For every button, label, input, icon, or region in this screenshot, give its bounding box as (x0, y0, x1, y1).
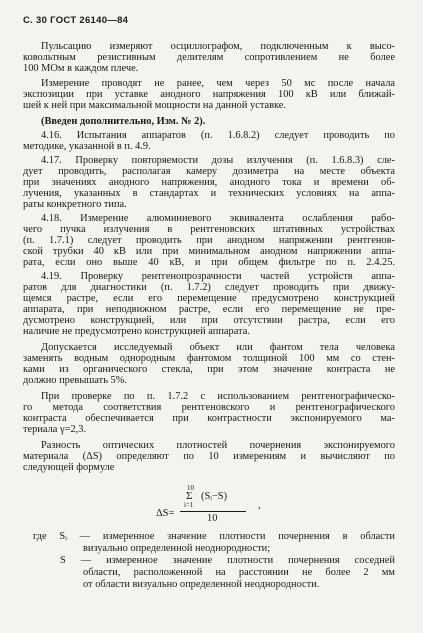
text-line: экспозиции при уставке анодного напряжения 100 кВ или ближай- (23, 89, 395, 100)
text-line: ковольтным резистивным делителям сопротивлением не более (23, 52, 395, 63)
formula-trail: , (258, 500, 261, 511)
definition-line: визуально определенной неоднородности; (83, 543, 271, 554)
text-line: 4.16. Испытания аппаратов (п. 1.6.8.2) следует проводить по (41, 130, 395, 141)
text-line: шей к ней при максимальной мощности на данной уставке. (23, 100, 287, 111)
text-line: 4.18. Измерение алюминиевого эквивалента ослабления рабо- (41, 213, 395, 224)
fraction-bar (180, 511, 246, 512)
page-header: С. 30 ГОСТ 26140—84 (23, 15, 129, 26)
text-line: 4.17. Проверку повторяемости дозы излучения (п. 1.6.8.3) сле- (41, 155, 395, 166)
text-line: 4.19. Проверку рентгенопрозрачности частей устройств аппа- (41, 271, 395, 282)
text-line: контраста обеспечивается при контрастности экспонируемого ма- (23, 413, 395, 424)
text-line: Допускается исследуемый объект или фантом тела человека (41, 342, 395, 353)
text-line: должно превышать 5%. (23, 375, 127, 386)
text-line: раты конкретного типа. (23, 199, 127, 210)
text-line: щемся растре, если его перемещение предусмотрено конструкцией (23, 293, 395, 304)
text-line: методике, указанной в п. 4.9. (23, 141, 151, 152)
text-line: рата, если оно выше 40 кВ, и при общем фильтре по п. 2.4.25. (23, 257, 395, 268)
definition-line: S — измеренное значение плотности почернения соседней (60, 555, 395, 566)
formula-sum-sign: Σ (186, 490, 193, 502)
definition-line: области, расположенной на расстоянии не более 2 мм (83, 567, 395, 578)
text-line: дусмотрено конструкцией, или при отсутствии растра, если его (23, 315, 395, 326)
formula-denominator: 10 (207, 513, 218, 524)
text-line: лучения, указанных в стандартах и технических условиях на аппа- (23, 188, 395, 199)
text-line: Измерение проводят не ранее, чем через 50 мс после начала (41, 78, 395, 89)
text-line: (п. 1.7.1) следует проводить при анодном напряжении рентгенов- (23, 235, 395, 246)
text-line: ской трубки 40 кВ или при минимальном анодном напряжении аппа- (23, 246, 395, 257)
text-line: ками из органического стекла, при этом значение контраста не (23, 364, 395, 375)
formula-numerator: (Sᵢ−S) (201, 491, 228, 502)
text-line: ратов для диагностики (п. 1.7.2) следует проводить при движу- (23, 282, 395, 293)
text-line: следующей формуле (23, 462, 115, 473)
text-line: Разность оптических плотностей почернения экспонируемого (41, 440, 395, 451)
text-line: го метода соответствия рентгеновского и рентгенографического (23, 402, 395, 413)
text-line: материала (ΔS) определяют по 10 измерениям и вычисляют по (23, 451, 395, 462)
text-line: (Введен дополнительно, Изм. № 2). (41, 116, 206, 127)
text-line: наличие не предусмотрено конструкцией аппарата. (23, 326, 250, 337)
text-line: при значениях анодного напряжения, анодного тока и времени об- (23, 177, 395, 188)
formula-sum-bottom: i=1 (184, 501, 194, 509)
definition-line: от области визуально определенной неоднородности. (83, 579, 320, 590)
formula-sum-top: 10 (187, 484, 194, 492)
text-line: 100 МОм в каждом плече. (23, 63, 139, 74)
formula-lhs: ΔS= (156, 508, 175, 519)
text-line: аппарата, при неподвижном растре, если его перемещение не пре- (23, 304, 395, 315)
definition-line: где Sᵢ — измеренное значение плотности почернения в области (33, 531, 395, 542)
text-line: Пульсацию измеряют осциллографом, подключенным к высо- (41, 41, 395, 52)
text-line: чего пучка излучения в рентгеновских штативных устройствах (23, 224, 395, 235)
text-line: териала γ=2,3. (23, 424, 87, 435)
text-line: дует проводить, располагая камеру дозиметра на месте объекта (23, 166, 395, 177)
text-line: заменять водным однородным фантомом толщиной 100 мм со стен- (23, 353, 395, 364)
text-line: При проверке по п. 1.7.2 с использованием рентгенографическо- (41, 391, 395, 402)
